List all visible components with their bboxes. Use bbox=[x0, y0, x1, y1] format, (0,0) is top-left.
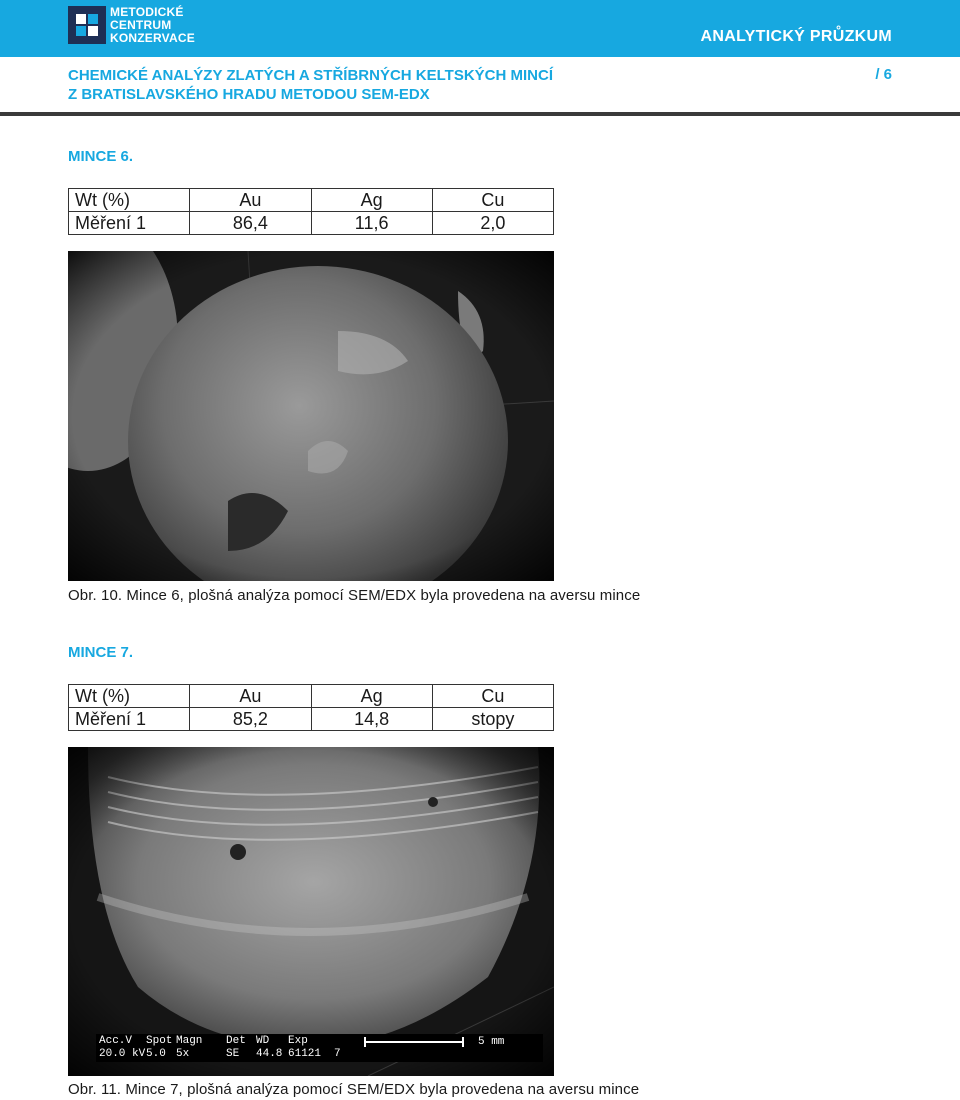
table-cell: Ag bbox=[311, 189, 432, 212]
table-row bbox=[69, 708, 554, 731]
table-cell: 86,4 bbox=[190, 212, 311, 235]
sem-label-spot: Spot bbox=[146, 1035, 173, 1047]
logo-line-1: METODICKÉ bbox=[110, 5, 184, 19]
logo-text bbox=[110, 6, 195, 45]
sem-value-magn: 5x bbox=[176, 1048, 190, 1060]
sem-info-bar bbox=[96, 1034, 543, 1062]
document-title-line-1: CHEMICKÉ ANALÝZY ZLATÝCH A STŘÍBRNÝCH KELTSKÝCH MINCÍ bbox=[68, 67, 553, 84]
table-cell: 14,8 bbox=[311, 708, 432, 731]
sem-value-extra: 7 bbox=[334, 1048, 341, 1060]
sem-value-exp: 61121 bbox=[288, 1048, 322, 1060]
logo-line-3: KONZERVACE bbox=[110, 31, 195, 45]
table-cell: Wt (%) bbox=[69, 685, 190, 708]
logo-mark-icon bbox=[68, 6, 106, 44]
coin6-caption: Obr. 10. Mince 6, plošná analýza pomocí SEM/EDX byla provedena na aversu mince bbox=[68, 587, 641, 604]
sem-value-det: SE bbox=[226, 1048, 240, 1060]
page-number: / 6 bbox=[875, 66, 892, 83]
scale-bar bbox=[364, 1041, 464, 1043]
sem-scale-label: 5 mm bbox=[478, 1036, 505, 1048]
logo bbox=[68, 6, 208, 46]
coin7-caption: Obr. 11. Mince 7, plošná analýza pomocí SEM/EDX byla provedena na aversu mince bbox=[68, 1081, 640, 1098]
table-cell: Cu bbox=[432, 189, 553, 212]
coin6-photo-graphic bbox=[68, 251, 554, 581]
table-cell: 85,2 bbox=[190, 708, 311, 731]
table-cell: Cu bbox=[432, 685, 553, 708]
logo-line-2: CENTRUM bbox=[110, 18, 172, 32]
document-title-line-2: Z BRATISLAVSKÉHO HRADU METODOU SEM-EDX bbox=[68, 86, 430, 103]
table-cell: Měření 1 bbox=[69, 708, 190, 731]
sem-value-accv: 20.0 kV bbox=[99, 1048, 146, 1060]
table-cell: Ag bbox=[311, 685, 432, 708]
sem-label-accv: Acc.V bbox=[99, 1035, 133, 1047]
table-cell: stopy bbox=[432, 708, 553, 731]
sem-label-det: Det bbox=[226, 1035, 246, 1047]
sem-value-spot: 5.0 bbox=[146, 1048, 166, 1060]
coin6-sem-image bbox=[68, 251, 554, 581]
sem-value-wd: 44.8 bbox=[256, 1048, 283, 1060]
document-title bbox=[68, 66, 768, 104]
sem-label-exp: Exp bbox=[288, 1035, 308, 1047]
table-header-row bbox=[69, 189, 554, 212]
coin6-heading: MINCE 6. bbox=[68, 148, 134, 165]
table-cell: Au bbox=[190, 189, 311, 212]
coin7-heading: MINCE 7. bbox=[68, 644, 134, 661]
table-cell: Měření 1 bbox=[69, 212, 190, 235]
sem-label-wd: WD bbox=[256, 1035, 270, 1047]
coin7-sem-image bbox=[68, 747, 554, 1076]
coin6-table bbox=[68, 188, 554, 235]
coin7-table bbox=[68, 684, 554, 731]
coin7-photo-graphic bbox=[68, 747, 554, 1076]
table-cell: Wt (%) bbox=[69, 189, 190, 212]
table-row bbox=[69, 212, 554, 235]
sem-label-magn: Magn bbox=[176, 1035, 203, 1047]
divider bbox=[0, 112, 960, 116]
section-label: ANALYTICKÝ PRŮZKUM bbox=[700, 28, 892, 45]
table-cell: 11,6 bbox=[311, 212, 432, 235]
header-bar bbox=[0, 0, 960, 57]
table-cell: Au bbox=[190, 685, 311, 708]
table-header-row bbox=[69, 685, 554, 708]
table-cell: 2,0 bbox=[432, 212, 553, 235]
